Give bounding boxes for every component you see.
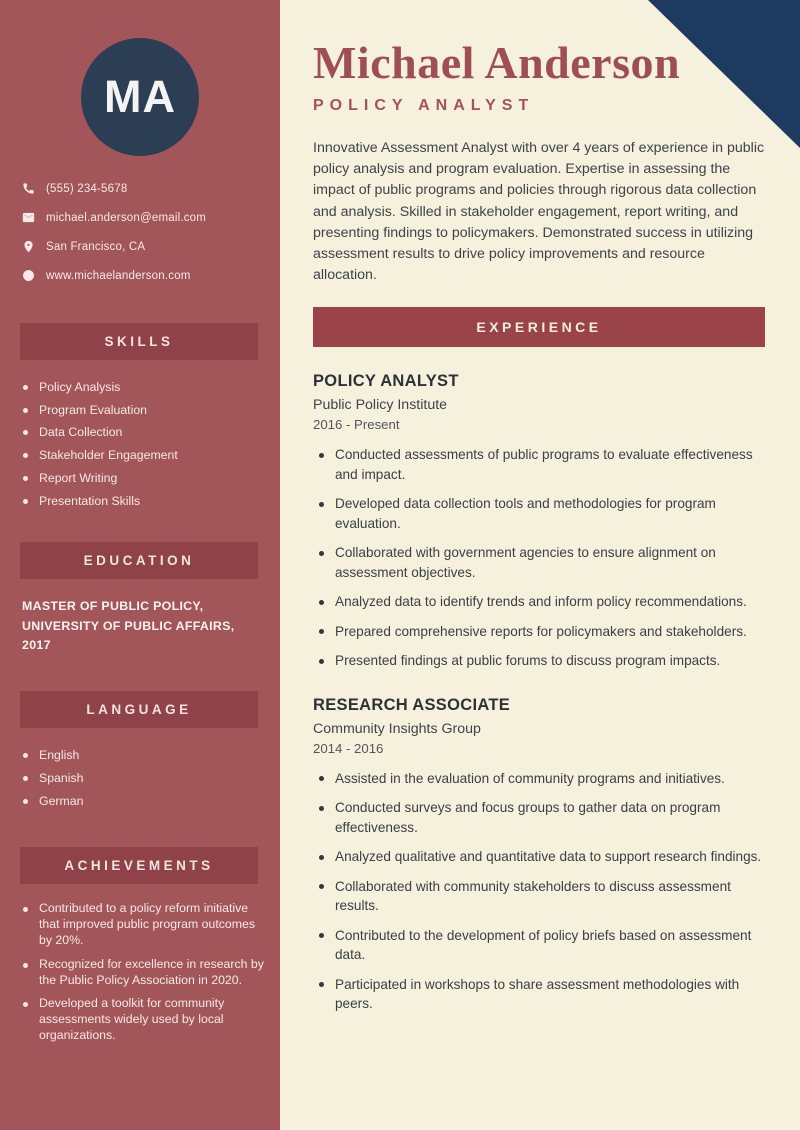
skills-list — [0, 376, 280, 512]
job-subtitle: POLICY ANALYST — [313, 97, 535, 114]
job-bullet: Collaborated with government agencies to ensure alignment on assessment objectives. — [313, 543, 765, 582]
job-bullet: Contributed to the development of policy briefs based on assessment data. — [313, 926, 765, 965]
phone-number: (555) 234-5678 — [46, 182, 128, 195]
location-icon — [22, 240, 35, 253]
avatar-initials: MA — [104, 71, 176, 122]
job-bullet: Participated in workshops to share assessment methodologies with peers. — [313, 975, 765, 1014]
job-bullet: Prepared comprehensive reports for policymakers and stakeholders. — [313, 622, 765, 642]
job-dates: 2014 - 2016 — [313, 740, 384, 756]
language-item: English — [22, 744, 280, 767]
skill-item: Program Evaluation — [22, 399, 280, 422]
website-url: www.michaelanderson.com — [46, 269, 191, 282]
language-list — [0, 744, 280, 812]
achievement-item: Recognized for excellence in research by the Public Policy Association in 2020. — [22, 957, 264, 989]
achievement-item: Contributed to a policy reform initiative that improved public program outcomes by 20%. — [22, 901, 264, 948]
job-bullet: Collaborated with community stakeholders to discuss assessment results. — [313, 877, 765, 916]
skill-item: Stakeholder Engagement — [22, 444, 280, 467]
job-entry-research-associate — [313, 696, 765, 1014]
job-dates: 2016 - Present — [313, 417, 400, 433]
job-bullet: Developed data collection tools and methodologies for program evaluation. — [313, 494, 765, 533]
job-bullet: Conducted assessments of public programs to evaluate effectiveness and impact. — [313, 445, 765, 484]
email-icon — [22, 211, 35, 224]
achievements-title: ACHIEVEMENTS — [64, 858, 214, 874]
job-bullet: Conducted surveys and focus groups to gather data on program effectiveness. — [313, 798, 765, 837]
achievement-item: Developed a toolkit for community assessments widely used by local organizations. — [22, 996, 264, 1043]
skill-item: Data Collection — [22, 421, 280, 444]
skills-title: SKILLS — [104, 334, 174, 349]
location-text: San Francisco, CA — [46, 240, 146, 253]
job-bullet: Assisted in the evaluation of community programs and initiatives. — [313, 769, 765, 789]
job-bullet: Analyzed qualitative and quantitative data to support research findings. — [313, 847, 765, 867]
sidebar — [0, 0, 280, 1130]
skills-section-header — [20, 323, 258, 360]
contact-location — [22, 232, 280, 261]
contact-email — [22, 203, 280, 232]
summary-paragraph: Innovative Assessment Analyst with over 4 years of experience in public policy analysis and program evaluation. Expertise in assessing the impact of public programs and policies through rigorous data collection and analysis. Skilled in stakeholder engagement, report writing, and presenting findings to policymakers. Demonstrated success in utilizing assessment results to drive policy improvements and resource allocation. — [313, 140, 765, 284]
globe-icon — [22, 269, 35, 282]
job-title: RESEARCH ASSOCIATE — [313, 695, 511, 714]
job-bullet-list — [313, 769, 765, 1014]
education-section-header — [20, 542, 258, 579]
education-degree: MASTER OF PUBLIC POLICY, UNIVERSITY OF PUBLIC AFFAIRS, 2017 — [22, 599, 235, 652]
phone-icon — [22, 182, 35, 195]
education-title: EDUCATION — [83, 553, 195, 569]
contact-website — [22, 261, 280, 290]
achievements-list — [0, 901, 280, 1043]
job-bullet-list — [313, 445, 765, 671]
contact-list — [0, 174, 280, 290]
language-item: German — [22, 790, 280, 813]
achievements-section-header — [20, 847, 258, 884]
language-title: LANGUAGE — [86, 702, 192, 718]
job-entry-policy-analyst — [313, 372, 765, 671]
page-title: Michael Anderson — [313, 37, 681, 88]
job-company: Public Policy Institute — [313, 397, 448, 414]
skill-item: Policy Analysis — [22, 376, 280, 399]
contact-phone — [22, 174, 280, 203]
email-address: michael.anderson@email.com — [46, 211, 207, 224]
job-company: Community Insights Group — [313, 720, 481, 737]
avatar — [81, 38, 199, 156]
job-bullet: Presented findings at public forums to discuss program impacts. — [313, 651, 765, 671]
main-column — [280, 0, 800, 1130]
experience-banner-label: EXPERIENCE — [476, 319, 602, 336]
job-bullet: Analyzed data to identify trends and inform policy recommendations. — [313, 592, 765, 612]
language-item: Spanish — [22, 767, 280, 790]
skill-item: Report Writing — [22, 467, 280, 490]
language-section-header — [20, 691, 258, 728]
job-title: POLICY ANALYST — [313, 372, 459, 391]
experience-banner — [313, 307, 765, 347]
skill-item: Presentation Skills — [22, 490, 280, 513]
